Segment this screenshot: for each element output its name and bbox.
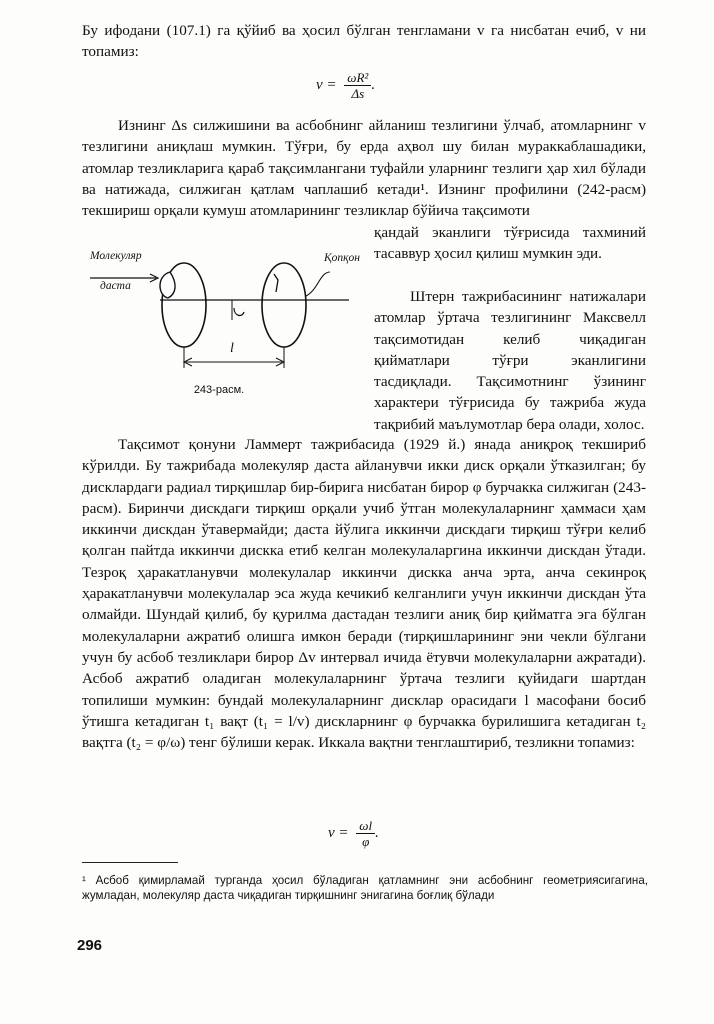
paragraph-main: Тақсимот қонуни Ламмерт тажрибасида (1929 й.) янада аниқроқ текшириб кўрилди. Бу тажрибада молекуляр даста айланувчи икки диск орқали ўтказилган; бу дисклардаги радиал тирқишлар бир-бирига нисбатан бирор φ бурчакка силжиган (243-расм). Биринчи дискдаги тирқиш орқали учиб ўтган молекулаларнинг ҳаммаси ҳам иккинчи дискдан ўтавермайди; даста йўлига иккинчи дискдаги тирқиш тўғри келиб қолган пайтда иккинчи дискка етиб келган молекулаларгина иккинчи дискдан ўтади. Тезроқ ҳаракатланувчи молекулалар иккинчи дискка анча эрта, анча секинроқ ҳаракатланувчи молекулалар эса жуда кечикиб келганлиги учун иккинчи дискдан ўта олмайди. Шундай қилиб, бу қурилма дастадан тезлиги аниқ бир қийматга эга бўлган молекулаларни ажратиб олишга имкон беради (тирқишларининг эни чекли бўлгани учун бу асбоб тезликлари бирор Δv интервал ичида ётувчи молекулаларни ажратади). Асбоб ажратиб оладиган молекулаларнинг ўртача тезлиги қуйидаги шартдан топилиши мумкин: бундай молекулаларнинг дисклар орасидаги l масофани босиб ўтишга кетадиган t₁ вақт (t₁ = l/v) дискларнинг φ бурчакка бурилишига кетадиган t₂ вақтга (t₂ = φ/ω) тенг бўлиши керак. Иккала вақтни тенглаштириб, тезликни топамиз: (82, 436, 646, 752)
figure-243 (84, 250, 374, 400)
equation-velocity-2 (328, 818, 379, 849)
label-trap: Қопқон (324, 252, 360, 264)
intro-paragraph: Бу ифодани (107.1) га қўйиб ва ҳосил бўлган тенгламани v га нисбатан ечиб, v ни топамиз: (82, 22, 646, 61)
eq2-tail: . (375, 824, 379, 841)
eq1-lhs: v = (316, 76, 337, 93)
eq1-tail: . (371, 76, 376, 93)
paragraph-width: Изнинг Δs силжишини ва асбобнинг айланиш тезлигини ўлчаб, атомларнинг v тезлигини аниқлаш мумкин. Тўғри, бу ерда аҳвол шу билан мураккаблашадики, атомлар тезликларига қараб тақсимлангани туфайли уларнинг тезлиги ҳар хил бўлади ва натижада, силжиган қатлам чаплашиб кетади¹. Изнинг профилини (242-расм) текшириш орқали кумуш атомларининг тезликлар бўйича тақсимоти (82, 117, 646, 220)
label-distance-l: l (230, 341, 234, 356)
eq2-fraction (356, 818, 375, 849)
eq1-fraction (344, 70, 371, 101)
label-molecular: Молекуляр (90, 250, 142, 262)
eq2-denominator: φ (362, 834, 370, 849)
label-beam: даста (100, 280, 131, 292)
paragraph-side-1: қандай эканлиги тўғрисида тахминий тасаввур ҳосил қилиш мумкин эди. (374, 224, 646, 263)
eq2-lhs: v = (328, 824, 349, 841)
paragraph-side-2: Штерн тажрибасининг натижалари атомлар ўртача тезлигининг Максвелл тақсимотидан келиб чиқадиган қийматлари тўғри эканлигини тасдиқлади. Тақсимотнинг ўзининг характери тўғрисида бу тажриба жуда тақрибий маълумотлар бера олади, холос. (374, 288, 646, 433)
page-number: 296 (77, 937, 103, 954)
apparatus-diagram (84, 250, 374, 380)
figure-caption: 243-расм. (193, 384, 245, 396)
footnote-divider (82, 862, 178, 863)
eq2-numerator: ωl (356, 818, 375, 834)
footnote: ¹ Асбоб қимирламай турганда ҳосил бўладиган қатламнинг эни асбобнинг геометриясигагина, жумладан, молекуляр даста чиқадиган тирқишнинг энигагина боғлиқ бўлади (82, 874, 648, 902)
eq1-denominator: Δs (351, 86, 365, 101)
equation-velocity-1 (316, 70, 375, 101)
eq1-numerator: ωR² (344, 70, 371, 86)
